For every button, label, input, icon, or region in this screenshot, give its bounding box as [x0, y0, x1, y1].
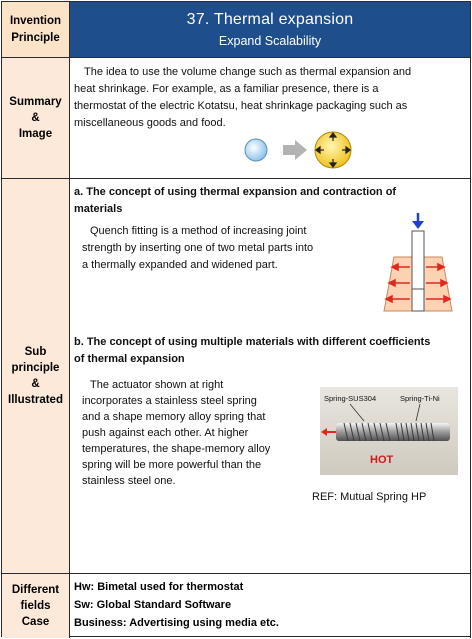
- header-label-cell: [2, 2, 70, 58]
- concept-b-line-2: incorporates a stainless steel spring: [82, 395, 257, 407]
- diff-label-line3: Case: [21, 616, 50, 628]
- sw-case: Sw: Global Standard Software: [74, 599, 232, 611]
- sub-label-line3: &: [31, 378, 40, 390]
- inserted-shaft: [412, 231, 424, 311]
- concept-b-line-4: push against each other. At higher: [82, 427, 249, 439]
- invention-principle-sheet: [1, 1, 471, 637]
- concept-b-line-3: and a shape memory alloy spring that: [82, 411, 266, 423]
- diff-label-line1: Different: [11, 584, 60, 596]
- concept-a-heading-line1: a. The concept of using thermal expansion and contraction of: [74, 186, 397, 198]
- summary-label-line3: Image: [18, 128, 53, 140]
- concept-a-line-1: Quench fitting is a method of increasing joint: [90, 225, 307, 237]
- summary-line-1: The idea to use the volume change such as thermal expansion and: [84, 66, 412, 78]
- header-title-cell: [70, 2, 471, 58]
- expansion-illustration: [235, 130, 365, 170]
- summary-line-4: miscellaneous goods and food.: [74, 117, 226, 129]
- concept-b-heading-line2: of thermal expansion: [74, 353, 185, 365]
- reference-text: REF: Mutual Spring HP: [312, 491, 427, 503]
- cold-sphere-icon: [245, 139, 267, 161]
- sub-principle-content-cell: [70, 179, 471, 574]
- concept-a-line-3: a thermally expanded and widened part.: [82, 259, 278, 271]
- header-label-line1: Invention: [9, 14, 62, 27]
- mutual-spring-photo: [320, 387, 458, 475]
- summary-label-line1: Summary: [9, 96, 62, 108]
- page-title: 37. Thermal expansion: [186, 11, 354, 28]
- summary-line-2: heat shrinkage. For example, as a familiar presence, there is a: [74, 83, 379, 95]
- business-case: Business: Advertising using media etc.: [74, 617, 279, 629]
- concept-b-line-1: The actuator shown at right: [90, 379, 224, 391]
- summary-content-cell: [70, 58, 471, 179]
- page-subtitle: Expand Scalability: [218, 34, 322, 48]
- right-arrow-icon: [283, 140, 307, 160]
- summary-label-line2: &: [31, 112, 40, 124]
- photo-hot-label: HOT: [370, 454, 394, 466]
- concept-a-line-2: strength by inserting one of two metal parts into: [82, 242, 314, 254]
- concept-b-line-7: stainless steel one.: [82, 475, 176, 487]
- sub-label-line1: Sub: [24, 346, 47, 358]
- photo-label-sus304: Spring-SUS304: [324, 394, 377, 403]
- concept-b-line-6: spring will be more powerful than the: [82, 459, 262, 471]
- hw-case: Hw: Bimetal used for thermostat: [74, 581, 244, 593]
- summary-label-cell: [2, 58, 70, 179]
- sub-principle-label-cell: [2, 179, 70, 574]
- different-fields-label-cell: [2, 574, 70, 638]
- diff-label-line2: fields: [20, 600, 51, 612]
- different-fields-content-cell: [70, 574, 471, 638]
- concept-b-line-5: temperatures, the shape-memory alloy: [82, 443, 271, 455]
- sub-label-line2: principle: [11, 362, 60, 374]
- photo-label-tini: Spring-Ti-Ni: [400, 394, 440, 403]
- quench-fitting-illustration: [380, 209, 460, 315]
- concept-a-heading-line2: materials: [74, 203, 123, 215]
- header-label-line2: Principle: [11, 31, 60, 44]
- summary-line-3: thermostat of the electric Kotatsu, heat shrinkage packaging such as: [74, 100, 408, 112]
- concept-b-heading-line1: b. The concept of using multiple materials with different coefficients: [74, 336, 431, 348]
- sub-label-line4: Illustrated: [8, 394, 63, 406]
